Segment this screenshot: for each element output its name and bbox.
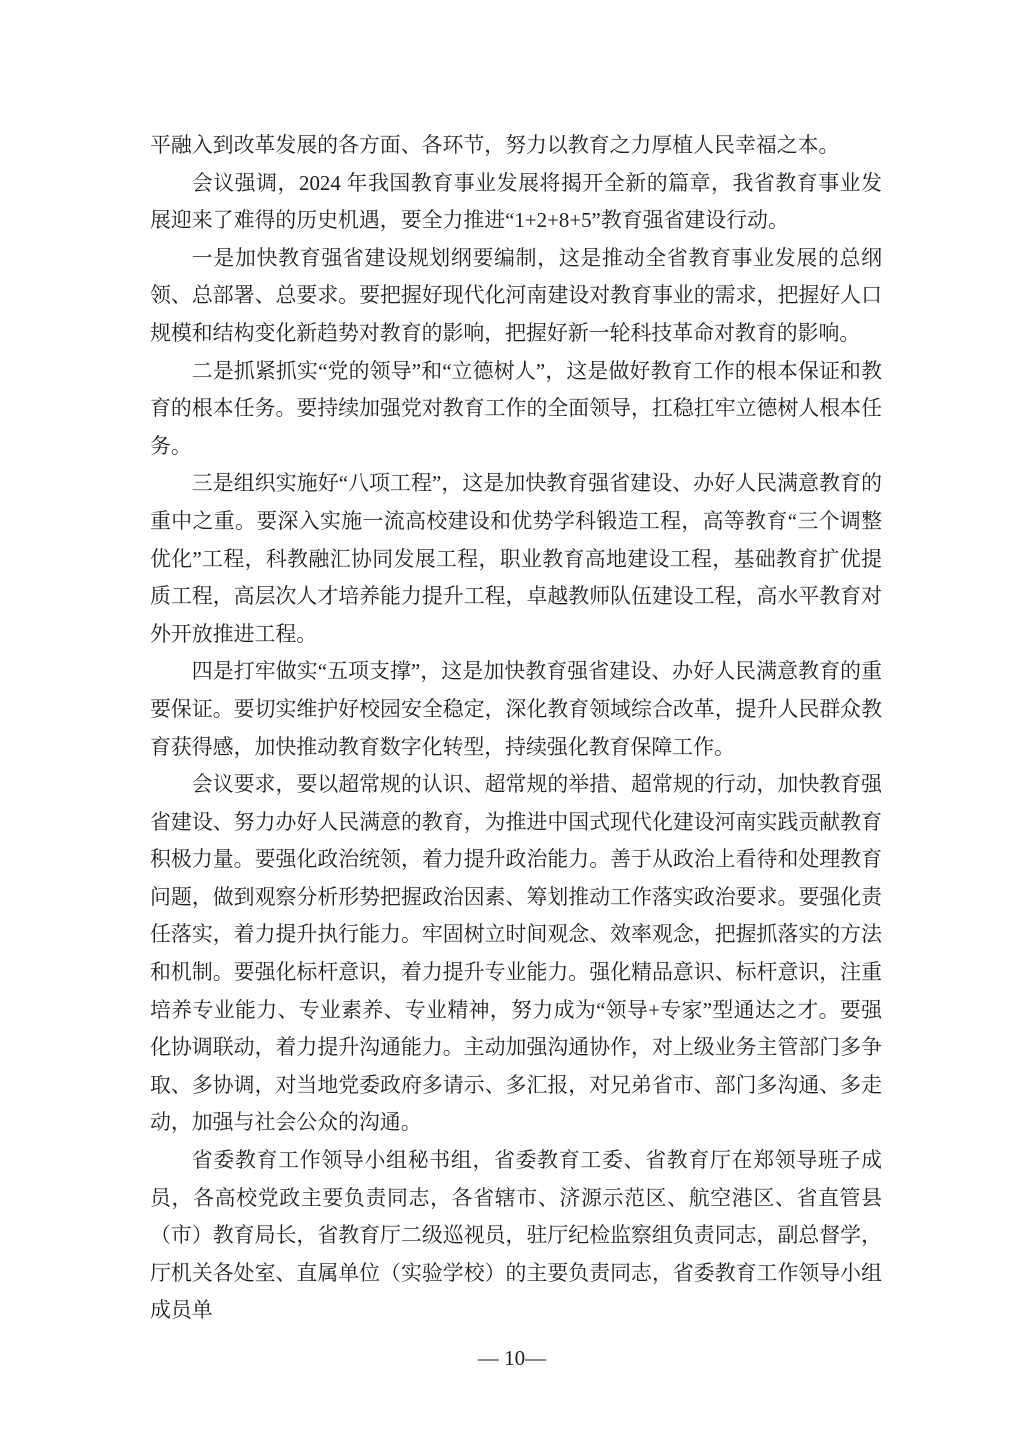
paragraph-continuation: 平融入到改革发展的各方面、各环节，努力以教育之力厚植人民幸福之本。 bbox=[150, 133, 840, 157]
paragraph-attendees: 省委教育工作领导小组秘书组，省委教育工委、省教育厅在郑领导班子成员，各高校党政主要负责同志，各省辖市、济源示范区、航空港区、省直管县（市）教育局长，省教育厅二级巡视员，驻厅纪检监察组负责同志，副总督学，厅机关各处室、直属单位（实验学校）的主要负责同志，省委教育工作领导小组成员单 bbox=[150, 1148, 882, 1323]
paragraph-point-three: 三是组织实施好“八项工程”，这是加快教育强省建设、办好人民满意教育的重中之重。要深入实施一流高校建设和优势学科锻造工程，高等教育“三个调整优化”工程，科教融汇协同发展工程，职业教育高地建设工程，基础教育扩优提质工程，高层次人才培养能力提升工程，卓越教师队伍建设工程，高水平教育对外开放推进工程。 bbox=[150, 471, 882, 646]
paragraph-point-one: 一是加快教育强省建设规划纲要编制，这是推动全省教育事业发展的总纲领、总部署、总要求。要把握好现代化河南建设对教育事业的需求，把握好人口规模和结构变化新趋势对教育的影响，把握好新一轮科技革命对教育的影响。 bbox=[150, 245, 882, 345]
paragraph-meeting-requirements: 会议要求，要以超常规的认识、超常规的举措、超常规的行动，加快教育强省建设、努力办好人民满意的教育，为推进中国式现代化建设河南实践贡献教育积极力量。要强化政治统领，着力提升政治能力。善于从政治上看待和处理教育问题，做到观察分析形势把握政治因素、筹划推动工作落实政治要求。要强化责任落实，着力提升执行能力。牢固树立时间观念、效率观念，把握抓落实的方法和机制。要强化标杆意识，着力提升专业能力。强化精品意识、标杆意识，注重培养专业能力、专业素养、专业精神，努力成为“领导+专家”型通达之才。要强化协调联动，着力提升沟通能力。主动加强沟通协作，对上级业务主管部门多争取、多协调，对当地党委政府多请示、多汇报，对兄弟省市、部门多沟通、多走动，加强与社会公众的沟通。 bbox=[150, 772, 882, 1135]
paragraph-point-two: 二是抓紧抓实“党的领导”和“立德树人”，这是做好教育工作的根本保证和教育的根本任务。要持续加强党对教育工作的全面领导，扛稳扛牢立德树人根本任务。 bbox=[150, 358, 882, 458]
paragraph-meeting-emphasis: 会议强调，2024 年我国教育事业发展将揭开全新的篇章，我省教育事业发展迎来了难得的历史机遇，要全力推进“1+2+8+5”教育强省建设行动。 bbox=[150, 170, 882, 233]
document-body bbox=[150, 127, 882, 1330]
paragraph-point-four: 四是打牢做实“五项支撑”，这是加快教育强省建设、办好人民满意教育的重要保证。要切实维护好校园安全稳定，深化教育领域综合改革，提升人民群众教育获得感，加快推动教育数字化转型，持续强化教育保障工作。 bbox=[150, 659, 882, 759]
page-number: — 10— bbox=[477, 1346, 547, 1370]
